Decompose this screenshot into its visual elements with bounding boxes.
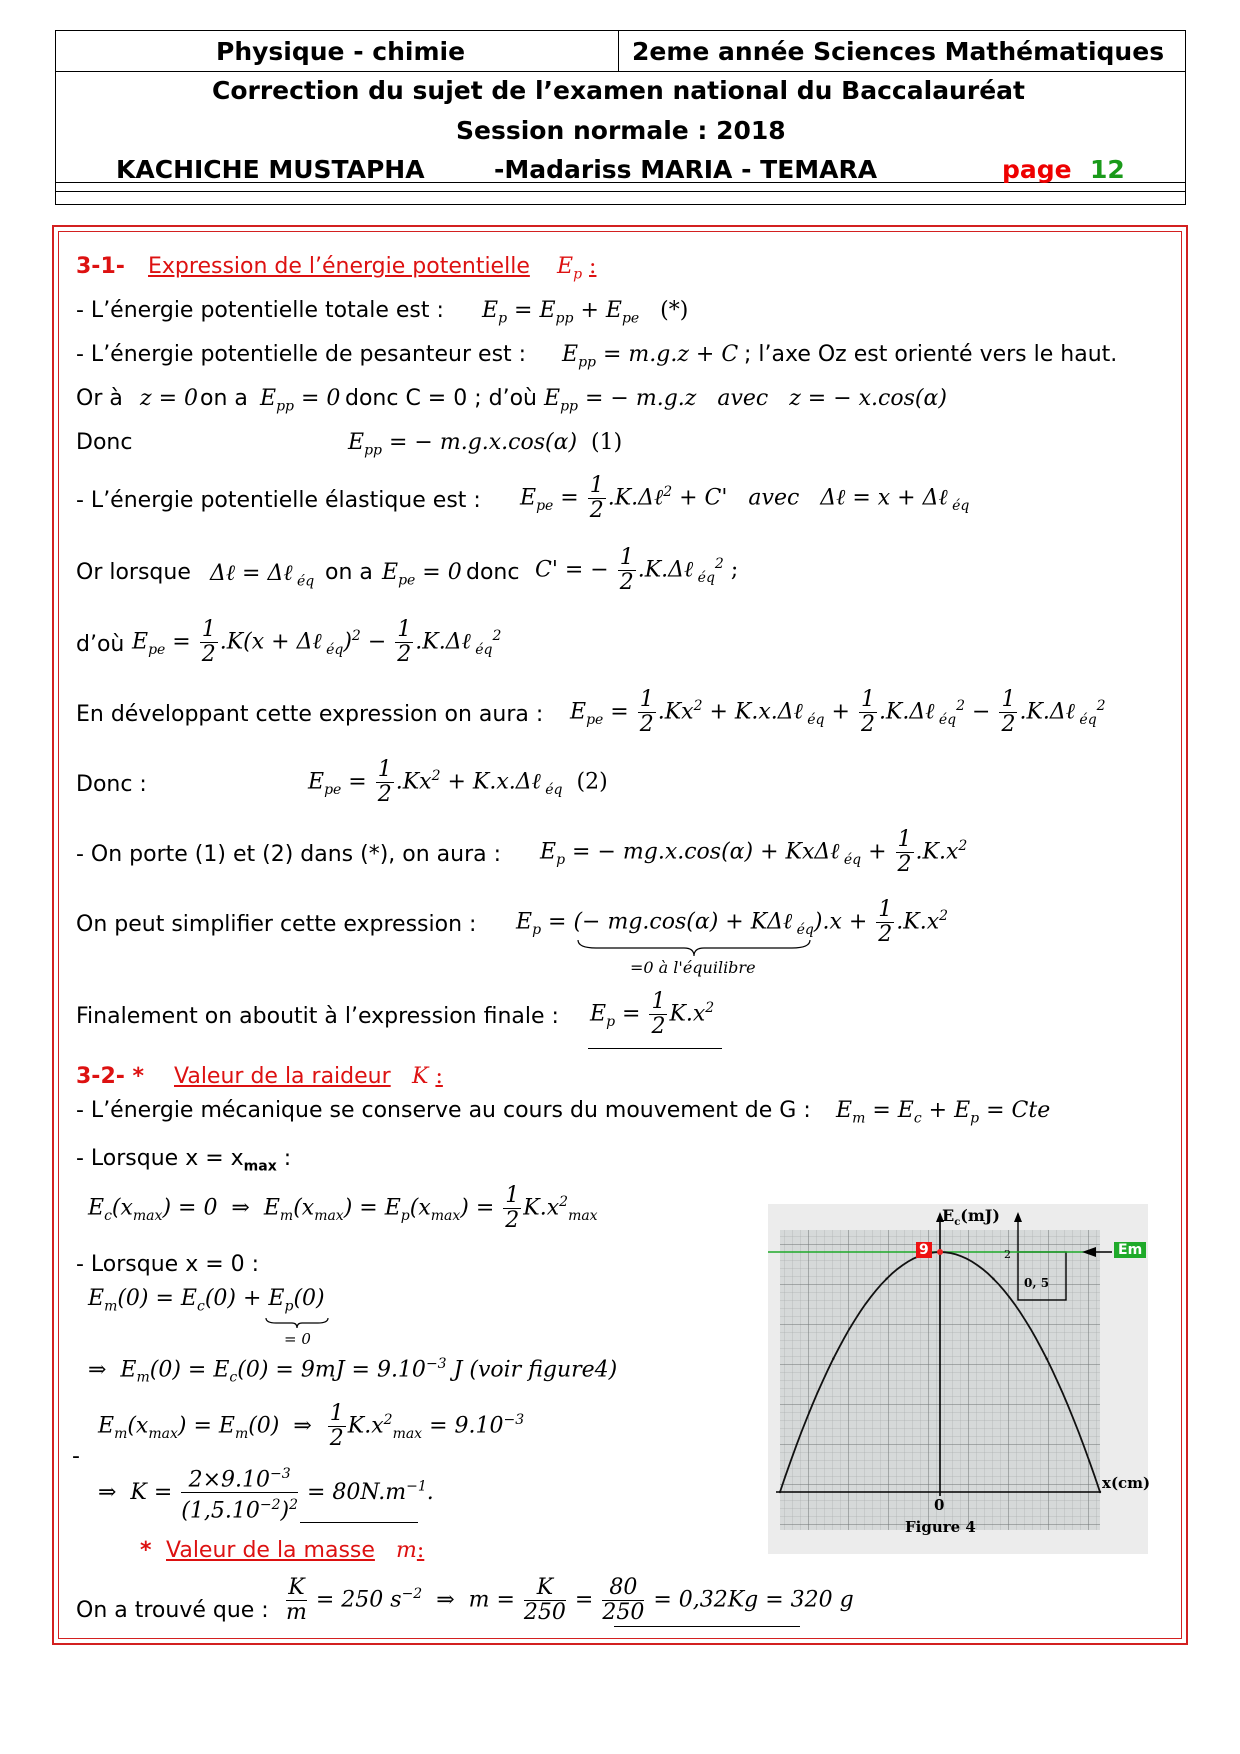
title-line-1: Correction du sujet de l’examen national du Baccalauréat (212, 76, 1025, 105)
y-axis-label: $E_c(mJ)$ (942, 1206, 1000, 1229)
line-or-a: Or à (76, 386, 123, 411)
eq-k-value: ⇒ K = $\frac{2\times 9.10^{-3}}{(1,5.10^{-2})^2}$ = $80N.m^{-1}$. (98, 1462, 434, 1524)
em-label: Em (1114, 1242, 1146, 1258)
underline-k (300, 1522, 418, 1523)
line-em-conserve: - L’énergie mécanique se conserve au cours du mouvement de G : (76, 1098, 811, 1123)
curve-point (832, 1357, 834, 1359)
eq-epp0: $E_{pp} = 0$ (260, 386, 341, 415)
eq-ep-final: $E_p$ = $\frac{1}{2}$ $K.x^2$ (590, 989, 715, 1039)
curve-point (779, 1491, 781, 1493)
line-on-a-2: on a (325, 560, 373, 585)
eq-epp: $E_{pp} = m.g.z + C$ (562, 342, 739, 371)
line-simplifier: On peut simplifier cette expression : (76, 912, 477, 937)
eq-em0-value: ⇒ $E_m(0) = E_c(0) = 9mJ = 9.10^{-3}$ J (voir figure4) (88, 1356, 618, 1386)
title-line-2: Session normale : 2018 (456, 116, 786, 145)
x-axis-label: x(cm) (1102, 1474, 1151, 1492)
line-x-max: - Lorsque $x = x_{max}$ : (76, 1146, 292, 1175)
line-developpant: En développant cette expression on aura : (76, 702, 544, 727)
curve-point (1099, 1491, 1101, 1493)
line-epp-tail: ; l’axe Oz est orienté vers le haut. (744, 342, 1118, 367)
eq-m-value: $\frac{K}{m}$ = 250 $s^{-2}$ ⇒ m = $\frac{K}{250}$ = $\frac{80}{250}$ = 0,32Kg = 320 g (286, 1575, 854, 1625)
line-dou: d’où (76, 632, 125, 657)
brace-equilibre-note: =0 à l'équilibre (630, 958, 756, 977)
line-on-a-trouve: On a trouvé que : (76, 1598, 269, 1623)
eq-epp-mgz: $E_{pp}$ = − m.g.z avec z = − x.cos(α) (544, 386, 947, 415)
eq-dl-eq: Δℓ = Δℓ $_{éq}$ (210, 561, 315, 590)
scale-arrow-icon (1014, 1212, 1022, 1222)
scale-y-tick: 2 (1004, 1248, 1011, 1261)
header-divider (56, 191, 1185, 196)
line-finalement: Finalement on aboutit à l’expression finale : (76, 1004, 559, 1029)
line-or-lorsque: Or lorsque (76, 560, 191, 585)
author: KACHICHE MUSTAPHA (116, 155, 425, 184)
eq-ep-total: $E_p = E_{pp} + E_{pe}$ (*) (482, 298, 689, 327)
eq-cprime: C' = − $\frac{1}{2}$ .K.Δℓ $_{éq}^2$ ; (535, 545, 739, 595)
eq-em: $E_m = E_c + E_p$ = Cte (836, 1098, 1051, 1127)
figure-4 (768, 1204, 1151, 1554)
level: 2eme année Sciences Mathématiques (632, 37, 1165, 66)
header-row-1 (56, 31, 1185, 72)
section-32-symbol: K : (412, 1064, 443, 1089)
line-x-zero: - Lorsque x = 0 : (76, 1252, 260, 1277)
eq-epe0: $E_{pe} = 0$ (382, 560, 462, 589)
scale-x-tick: 0, 5 (1024, 1276, 1050, 1290)
figure-4-graph (768, 1204, 1151, 1554)
eq-em0: $E_m(0) = E_c(0) + E_p(0)$ (88, 1286, 325, 1315)
masse-star: * (140, 1538, 152, 1563)
section-31-heading-symbol: $E_p$ : (557, 254, 597, 283)
line-donc: Donc (76, 430, 133, 455)
eq-ep-simplified: $E_p$ = (− mg.cos(α) + KΔℓ $_{éq}$).x + $\frac{1}{2}$ $.K.x^2$ (516, 897, 949, 947)
section-31-number: 3-1- (76, 254, 125, 279)
underline-final (588, 1048, 722, 1049)
eq-ec-xmax: $E_c(x_{max}) = 0$ ⇒ $E_m(x_{max}) = E_p(x_{max})$ = $\frac{1}{2}$ $K.x^2_{max}$ (88, 1183, 598, 1233)
brace-equilibre (576, 938, 812, 958)
underline-m (614, 1626, 800, 1627)
section-32-heading: Valeur de la raideur (174, 1064, 391, 1089)
eq-1: $E_{pp}$ = − m.g.x.cos(α) (1) (348, 430, 623, 459)
page-number: 12 (1090, 155, 1125, 184)
curve-point (992, 1277, 994, 1279)
peak-label: 9 (916, 1242, 932, 1258)
eq-ep-sum: $E_p$ = − mg.x.cos(α) + KxΔℓ $_{éq}$ + $\frac{1}{2}$ $.K.x^2$ (540, 827, 968, 877)
masse-heading: Valeur de la masse (166, 1538, 375, 1563)
stray-dash: - (72, 1444, 80, 1469)
figure-caption: Figure 4 (905, 1518, 976, 1536)
page-label: page (1002, 155, 1072, 184)
origin-label: 0 (934, 1496, 945, 1514)
eq-epe-dev: $E_{pe}$ = $\frac{1}{2}$ .K(x + Δℓ $_{éq}$)$^2$ − $\frac{1}{2}$ .K.Δℓ $_{éq}^2$ (132, 617, 502, 667)
brace-zero (264, 1316, 330, 1330)
eq-epe: $E_{pe}$ = $\frac{1}{2}$ .K.Δℓ$^2$ + C' avec Δℓ = x + Δℓ $_{éq}$ (520, 473, 970, 523)
line-on-a: on a (200, 386, 248, 411)
line-epp: - L’énergie potentielle de pesanteur est : (76, 342, 527, 367)
subject: Physique - chimie (216, 37, 466, 66)
line-donc-3: Donc : (76, 772, 147, 797)
line-epe: - L’énergie potentielle élastique est : (76, 488, 481, 513)
curve-point (1045, 1357, 1047, 1359)
masse-symbol: m: (396, 1538, 425, 1563)
line-on-porte: - On porte (1) et (2) dans (*), on aura : (76, 842, 502, 867)
line-donc-2: donc (466, 560, 520, 585)
line-ep-total: - L’énergie potentielle totale est : (76, 298, 444, 323)
curve-point (885, 1277, 887, 1279)
brace-zero-note: = 0 (284, 1330, 311, 1348)
line-donc-c: donc C = 0 ; d’où (345, 386, 537, 411)
eq-epe-expanded: $E_{pe}$ = $\frac{1}{2}$ $.Kx^2$ + K.x.Δℓ $_{éq}$ + $\frac{1}{2}$ .K.Δℓ $_{éq}^2$ − $\frac{1}{2}$ .K.Δℓ $_{éq}^2$ (570, 687, 1106, 737)
eq-z0: z = 0 (140, 386, 199, 411)
section-32-number: 3-2- * (76, 1064, 145, 1089)
eq-2: $E_{pe}$ = $\frac{1}{2}$ $.Kx^2$ + K.x.Δℓ $_{éq}$ (2) (308, 757, 608, 807)
eq-em-equal: $E_m(x_{max}) = E_m(0)$ ⇒ $\frac{1}{2}$ $K.x^2_{max} = 9.10^{-3}$ (98, 1401, 525, 1451)
header-table (55, 30, 1186, 205)
section-31-heading: Expression de l’énergie potentielle (148, 254, 530, 279)
school: -Madariss MARIA - TEMARA (494, 155, 878, 184)
subject-cell (56, 31, 619, 71)
peak-point (937, 1249, 943, 1255)
